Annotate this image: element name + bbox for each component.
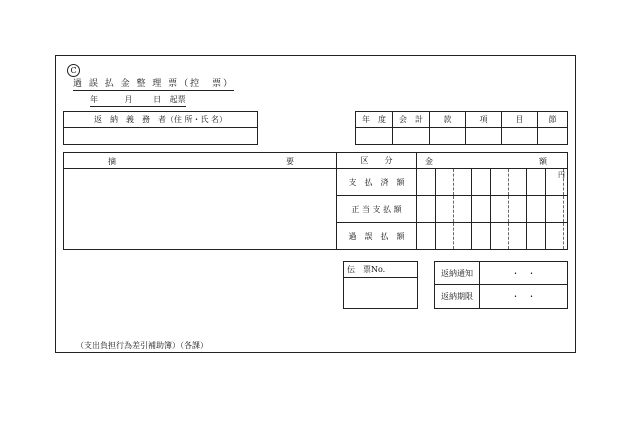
budget-header: 目 xyxy=(502,112,538,128)
amount-cell[interactable] xyxy=(509,223,527,250)
desc-header xyxy=(64,153,337,169)
amount-cell[interactable] xyxy=(546,196,564,223)
amount-cell[interactable] xyxy=(454,196,472,223)
amount-header-1: 金 xyxy=(425,157,433,166)
footer-note: （支出負担行為差引補助簿）（各課） xyxy=(76,341,208,350)
deadline-date[interactable]: ・ ・ xyxy=(480,285,568,309)
payee-table xyxy=(63,111,258,145)
row-label: 正 当 支 払 額 xyxy=(337,196,417,223)
budget-cell[interactable] xyxy=(502,128,538,145)
row-label: 過 誤 払 額 xyxy=(337,223,417,250)
budget-cell[interactable] xyxy=(466,128,502,145)
notice-label: 返納通知 xyxy=(435,262,480,285)
date-line xyxy=(90,94,186,107)
amount-cell[interactable] xyxy=(509,196,527,223)
category-header: 区 分 xyxy=(337,153,417,169)
amount-cell[interactable] xyxy=(472,223,491,250)
date-suffix: 起票 xyxy=(169,95,186,104)
amount-cell[interactable] xyxy=(491,196,509,223)
budget-table xyxy=(355,111,568,145)
form-title: 過 誤 払 金 整 理 票（控 票） xyxy=(73,76,234,91)
budget-header: 項 xyxy=(466,112,502,128)
notice-table xyxy=(434,261,568,309)
budget-header: 会 計 xyxy=(393,112,430,128)
budget-header: 款 xyxy=(430,112,466,128)
desc-field[interactable] xyxy=(64,169,337,250)
amount-cell[interactable] xyxy=(558,169,568,196)
voucher-field[interactable] xyxy=(344,278,418,309)
amount-cell[interactable] xyxy=(436,223,454,250)
voucher-table xyxy=(343,261,418,309)
amount-cell[interactable] xyxy=(436,196,454,223)
yen-label: 円 xyxy=(558,171,565,179)
payee-label: 返 納 義 務 者（住 所・氏 名） xyxy=(64,112,258,128)
payee-field[interactable] xyxy=(64,128,258,145)
date-month: 月 xyxy=(124,95,133,104)
amount-header xyxy=(417,153,568,169)
amount-cell[interactable] xyxy=(436,169,454,196)
amount-header-2: 額 xyxy=(539,157,547,166)
amount-cell[interactable] xyxy=(527,169,546,196)
desc-header-2: 要 xyxy=(286,157,294,166)
budget-cell[interactable] xyxy=(356,128,393,145)
amount-cell[interactable] xyxy=(527,196,546,223)
row-label: 支 払 済 額 xyxy=(337,169,417,196)
amount-cell[interactable] xyxy=(546,223,564,250)
budget-cell[interactable] xyxy=(430,128,466,145)
main-table xyxy=(63,152,568,250)
amount-cell[interactable] xyxy=(472,196,491,223)
amount-cell[interactable] xyxy=(472,169,491,196)
amount-cell[interactable] xyxy=(527,223,546,250)
desc-header-1: 摘 xyxy=(108,157,116,166)
amount-cell[interactable] xyxy=(564,223,568,250)
deadline-label: 返納期限 xyxy=(435,285,480,309)
budget-cell[interactable] xyxy=(393,128,430,145)
amount-cell[interactable] xyxy=(491,169,509,196)
amount-cell[interactable] xyxy=(454,169,472,196)
voucher-label: 伝 票No. xyxy=(344,262,418,278)
amount-cell[interactable] xyxy=(417,169,436,196)
amount-cell[interactable] xyxy=(417,223,436,250)
circle-mark: C xyxy=(67,64,80,77)
date-year: 年 xyxy=(90,95,98,104)
budget-header: 年 度 xyxy=(356,112,393,128)
date-day: 日 xyxy=(153,95,162,104)
budget-header: 節 xyxy=(538,112,568,128)
notice-date[interactable]: ・ ・ xyxy=(480,262,568,285)
amount-cell[interactable] xyxy=(491,223,509,250)
amount-cell[interactable] xyxy=(417,196,436,223)
amount-cell[interactable] xyxy=(454,223,472,250)
budget-cell[interactable] xyxy=(538,128,568,145)
amount-cell[interactable] xyxy=(509,169,527,196)
amount-cell[interactable] xyxy=(564,196,568,223)
